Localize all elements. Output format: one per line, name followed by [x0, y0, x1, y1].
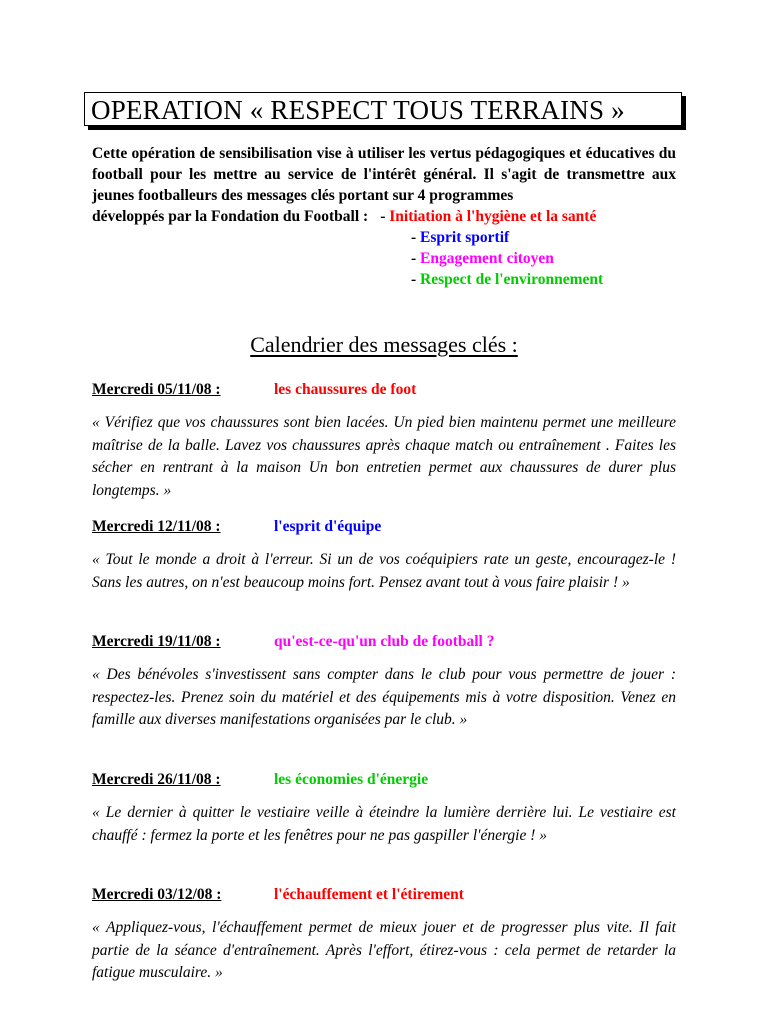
program-item-environment [92, 269, 676, 290]
calendar-entry [92, 885, 676, 985]
entry-topic: l'échauffement et l'étirement [274, 886, 464, 903]
program-label: Engagement citoyen [420, 250, 554, 267]
intro-text: Cette opération de sensibilisation vise à utiliser les vertus pédagogiques et éducatives du football pour les mettre au service de l'intérêt général. Il s'agit de transmettre aux jeunes footballeurs des messages clés portant sur 4 programmes [92, 145, 676, 204]
title-box [84, 92, 682, 126]
calendar-entry [92, 380, 676, 502]
intro-paragraph [92, 143, 676, 206]
entry-topic: les chaussures de foot [274, 381, 417, 398]
entry-message: « Vérifiez que vos chaussures sont bien lacées. Un pied bien maintenu permet une meilleure maîtrise de la balle. Lavez vos chaussures après chaque match ou entraînement . Faites les sécher en rentrant à la maison Un bon entretien permet aux chaussures de durer plus longtemps. » [92, 414, 676, 499]
entry-date: Mercredi 19/11/08 : [92, 633, 221, 650]
page-title: OPERATION « RESPECT TOUS TERRAINS » [91, 95, 625, 125]
entry-header [92, 885, 676, 905]
entry-date: Mercredi 03/12/08 : [92, 886, 222, 903]
entry-topic: l'esprit d'équipe [274, 518, 382, 535]
program-item-citizen [92, 248, 676, 269]
entry-header [92, 380, 676, 400]
program-dash: - [411, 229, 421, 246]
program-label: Respect de l'environnement [420, 271, 604, 288]
program-dash: - [411, 250, 421, 267]
program-label: Esprit sportif [420, 229, 510, 246]
calendar-entry [92, 632, 676, 732]
program-dash: - [411, 271, 421, 288]
program-dash: - [380, 208, 390, 225]
entry-header [92, 770, 676, 790]
entry-header [92, 632, 676, 652]
intro-lead: développés par la Fondation du Football : [92, 208, 369, 225]
entry-date: Mercredi 05/11/08 : [92, 381, 221, 398]
entry-message: « Tout le monde a droit à l'erreur. Si un de vos coéquipiers rate un geste, encouragez-le ! Sans les autres, on n'est beaucoup moins fort. Pensez avant tout à vous faire plaisir ! » [92, 551, 676, 591]
program-label: Initiation à l'hygiène et la santé [389, 208, 597, 225]
entry-topic: qu'est-ce-qu'un club de football ? [274, 633, 495, 650]
entry-message: « Des bénévoles s'investissent sans compter dans le club pour vous permettre de jouer : respectez-les. Prenez soin du matériel et des équipements mis à votre disposition. Venez en famille aux diverses manifestations organisées par le club. » [92, 666, 676, 728]
program-item-hygiene [368, 208, 596, 225]
program-list [92, 206, 676, 290]
entry-date: Mercredi 12/11/08 : [92, 518, 221, 535]
entry-header [92, 517, 676, 537]
calendar-title: Calendrier des messages clés : [250, 332, 518, 357]
calendar-entry [92, 517, 676, 594]
entry-date: Mercredi 26/11/08 : [92, 771, 221, 788]
calendar-entry [92, 770, 676, 847]
entry-message: « Le dernier à quitter le vestiaire veille à éteindre la lumière derrière lui. Le vestiaire est chauffé : fermez la porte et les fenêtres pour ne pas gaspiller l'énergie ! » [92, 804, 676, 844]
entry-message: « Appliquez-vous, l'échauffement permet de mieux jouer et de progresser plus vite. Il fait partie de la séance d'entraînement. Après l'effort, étirez-vous : cela permet de retarder la fatigue musculaire. » [92, 919, 676, 981]
entry-topic: les économies d'énergie [274, 771, 429, 788]
program-item-sport [92, 227, 676, 248]
